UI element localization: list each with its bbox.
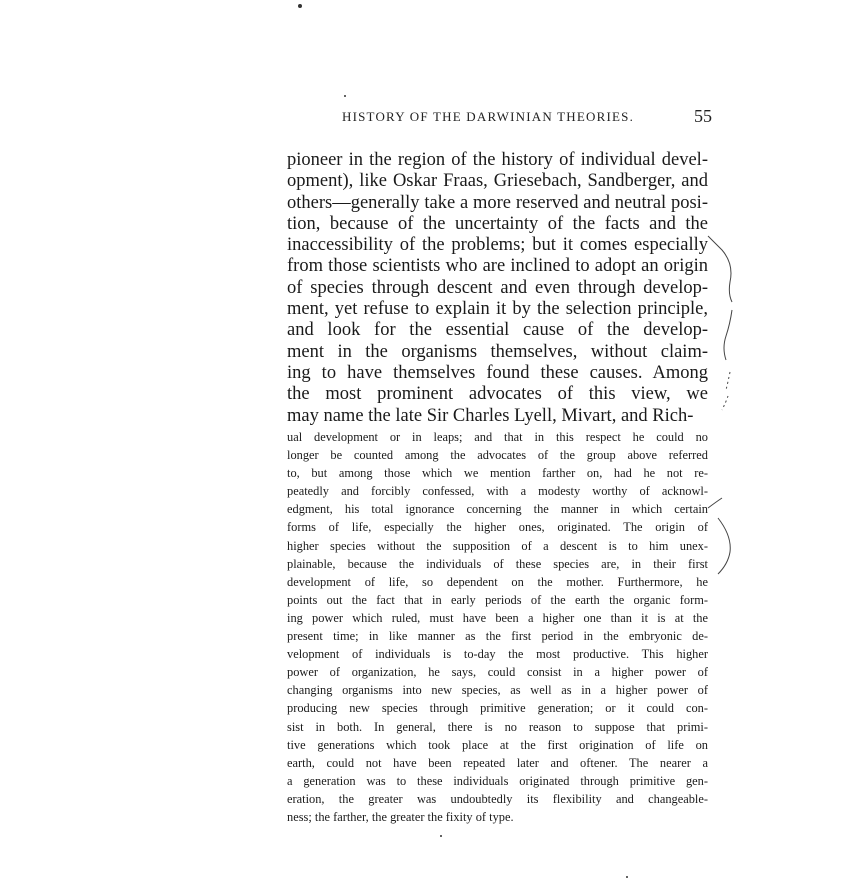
body-line: tion, because of the uncertainty of the facts and the (287, 213, 708, 234)
footnote-line: eration, the greater was undoubtedly its flexibility and changeable- (287, 791, 708, 806)
body-line: may name the late Sir Charles Lyell, Mivart, and Rich- (287, 405, 694, 426)
footnote-line: earth, could not have been repeated later and oftener. The nearer a (287, 755, 708, 770)
ink-speck (440, 835, 442, 837)
footnote-line: higher species without the supposition of a descent is to him unex- (287, 538, 708, 553)
ink-speck (298, 4, 302, 8)
body-line: from those scientists who are inclined to adopt an origin (287, 256, 708, 277)
ink-speck (344, 95, 346, 97)
footnote-line: power of organization, he says, could consist in a higher power of (287, 665, 708, 680)
footnote-line: peatedly and forcibly confessed, with a modesty worthy of acknowl- (287, 484, 708, 499)
body-line: ment, yet refuse to explain it by the selection principle, (287, 299, 708, 320)
body-line: and look for the essential cause of the develop- (287, 320, 708, 341)
body-line: inaccessibility of the problems; but it comes especially (287, 235, 708, 256)
margin-bracket-mark (700, 232, 740, 412)
running-head: HISTORY OF THE DARWINIAN THEORIES. (342, 109, 635, 124)
footnote-line: ness; the farther, the greater the fixity of type. (287, 809, 514, 824)
footnote-line: edgment, his total ignorance concerning the manner in which certain (287, 502, 708, 517)
footnote-line: ing power which ruled, must have been a higher one than it is at the (287, 610, 708, 625)
footnote-line: a generation was to these individuals originated through primitive gen- (287, 773, 708, 788)
body-line: the most prominent advocates of this view, we (287, 384, 708, 405)
footnote-bracket-mark (702, 496, 738, 578)
footnote-line: changing organisms into new species, as well as in a higher power of (287, 683, 708, 698)
ink-speck (626, 876, 628, 878)
footnote-line: velopment of individuals is to-day the most productive. This higher (287, 647, 708, 662)
footnote-line: development of life, so dependent on the mother. Furthermore, he (287, 574, 708, 589)
footnote-line: producing new species through primitive generation; or it could con- (287, 701, 708, 716)
page-number: 55 (694, 106, 712, 126)
footnote-text (287, 428, 708, 826)
body-line: opment), like Oskar Fraas, Griesebach, Sandberger, and (287, 171, 708, 192)
body-line: of species through descent and even through develop- (287, 277, 708, 298)
footnote-line: points out the fact that in early periods of the earth the organic form- (287, 592, 708, 607)
body-line: others—generally take a more reserved and neutral posi- (287, 192, 708, 213)
page-header (342, 106, 712, 128)
body-line: ment in the organisms themselves, without claim- (287, 341, 708, 362)
footnote-line: sist in both. In general, there is no reason to suppose that primi- (287, 719, 708, 734)
main-body-text (287, 150, 708, 427)
footnote-line: longer be counted among the advocates of the group above referred (287, 448, 708, 463)
footnote-line: tive generations which took place at the first origination of life on (287, 737, 708, 752)
footnote-line: present time; in like manner as the first period in the embryonic de- (287, 629, 708, 644)
body-line: ing to have themselves found these causes. Among (287, 362, 708, 383)
footnote-line: to, but among those which we mention farther on, had he not re- (287, 466, 708, 481)
body-line: pioneer in the region of the history of individual devel- (287, 150, 708, 170)
footnote-line: plainable, because the individuals of these species are, in their first (287, 556, 708, 571)
footnote-line: forms of life, especially the higher ones, originated. The origin of (287, 520, 708, 535)
footnote-line: ual development or in leaps; and that in this respect he could no (287, 430, 708, 444)
